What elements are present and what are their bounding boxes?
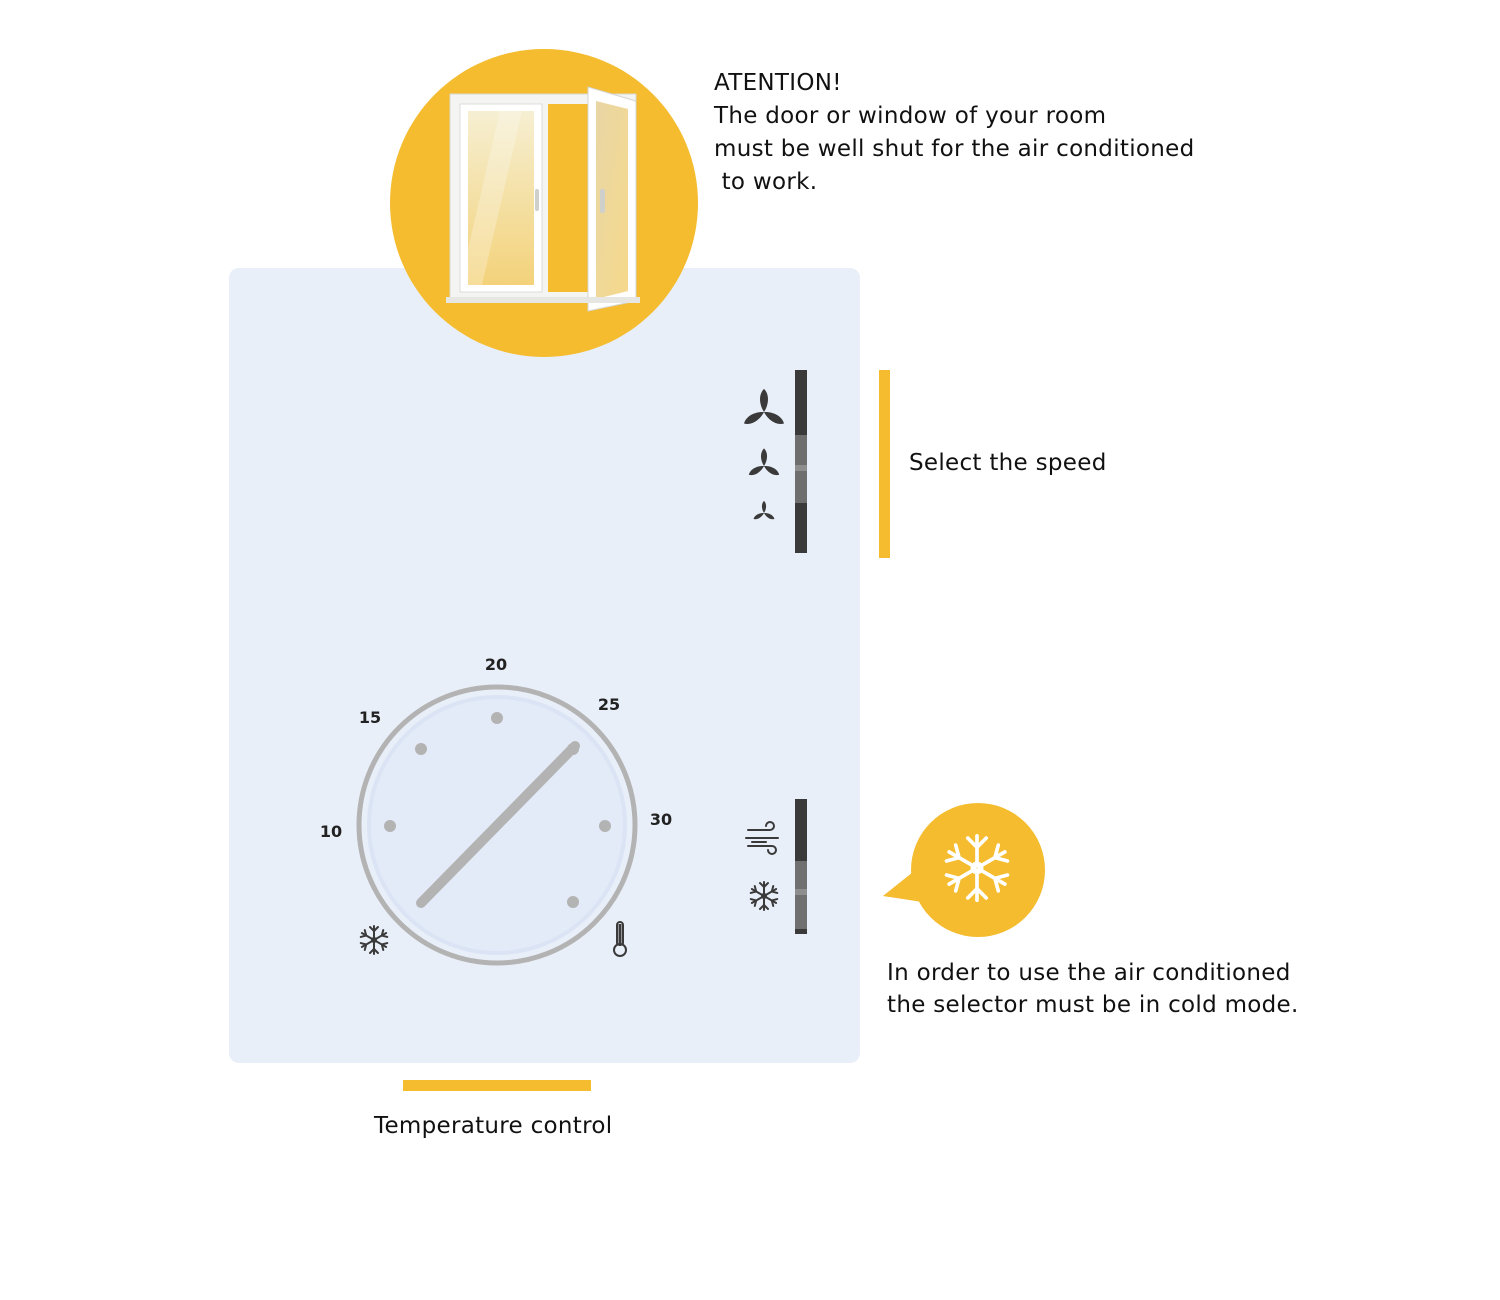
fan-medium-icon [747,448,781,477]
temperature-label: Temperature control [374,1113,613,1139]
cold-mode-callout [883,803,1045,937]
attention-line: must be well shut for the air conditioned [714,136,1195,162]
mode-switch[interactable] [795,799,807,934]
dial-label-15: 15 [358,708,382,727]
cold-mode-line: the selector must be in cold mode. [887,992,1299,1018]
dial-tick [415,743,427,755]
cold-mode-note [887,957,1299,1021]
attention-line: The door or window of your room [714,103,1107,129]
temperature-dial[interactable] [359,687,635,963]
speed-switch[interactable] [795,370,807,553]
speed-callout-bar [879,370,890,558]
fan-high-icon [742,389,786,427]
temperature-callout-bar [403,1080,591,1091]
speed-label: Select the speed [909,450,1107,476]
dial-label-10: 10 [319,822,343,841]
snowflake-icon [360,926,388,954]
dial-tick [491,712,503,724]
dial-tick [384,820,396,832]
fan-low-icon [752,501,775,521]
attention-line: to work. [714,169,818,195]
snowflake-icon [750,882,778,910]
attention-title: ATENTION! [714,70,842,96]
cold-mode-line: In order to use the air conditioned [887,960,1291,986]
thermometer-icon [614,922,626,956]
dial-label-20: 20 [484,655,508,674]
dial-tick [599,820,611,832]
dial-label-25: 25 [597,695,621,714]
dial-label-30: 30 [649,810,673,829]
dial-tick [567,896,579,908]
wind-icon [746,822,778,854]
